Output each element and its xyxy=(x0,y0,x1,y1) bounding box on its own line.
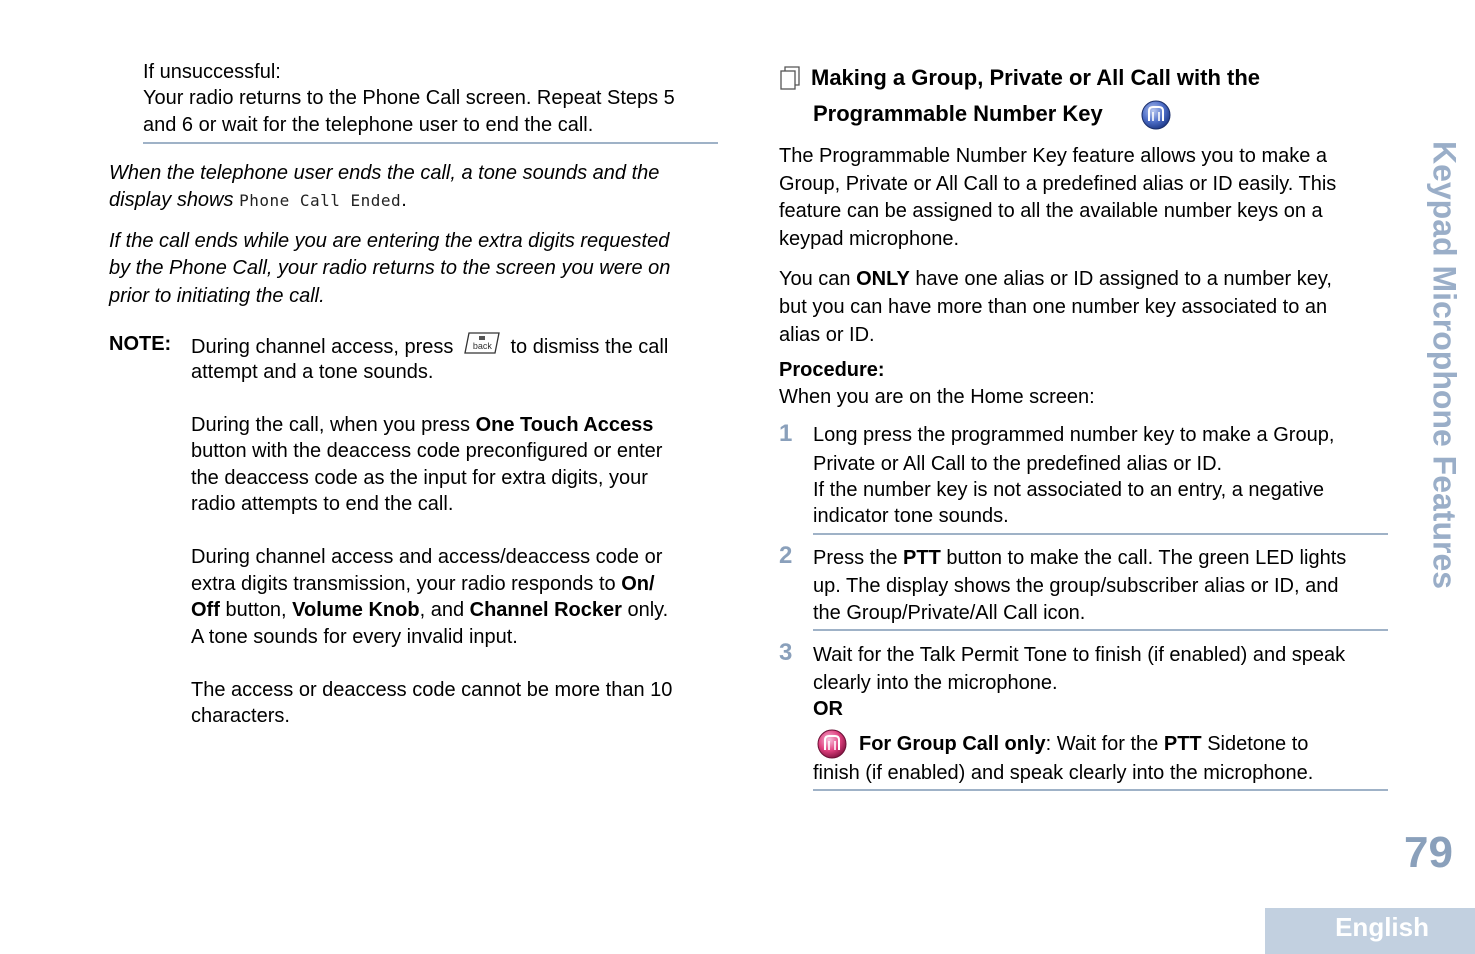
ptt-term: PTT xyxy=(903,547,941,569)
step-3-line: clearly into the microphone. xyxy=(813,672,1058,694)
note-text: only. xyxy=(621,599,669,621)
section-bookmark-icon xyxy=(779,65,803,96)
only-line: but you can have more than one number key associated to an xyxy=(779,296,1328,318)
step-2-line: up. The display shows the group/subscriber alias or ID, and xyxy=(813,575,1339,597)
intro-line: feature can be assigned to all the available number keys on a xyxy=(779,200,1323,222)
step-2-line xyxy=(813,545,1346,572)
only-emphasis: ONLY xyxy=(856,268,910,290)
language-tab xyxy=(1265,908,1475,954)
note-paragraph-4: The access or deaccess code cannot be more than 10 xyxy=(191,679,673,701)
note-text: button, xyxy=(219,599,293,621)
note-text: During channel access, press xyxy=(191,336,454,358)
step-3-line: finish (if enabled) and speak clearly into the microphone. xyxy=(813,762,1314,784)
only-line xyxy=(779,266,1332,293)
divider xyxy=(813,533,1388,535)
extra-digits-text: prior to initiating the call. xyxy=(109,285,325,307)
divider xyxy=(813,789,1388,791)
display-text-phone-call-ended: Phone Call Ended xyxy=(239,191,402,210)
section-heading: Making a Group, Private or All Call with the xyxy=(811,65,1261,90)
note-paragraph-1-line-2: attempt and a tone sounds. xyxy=(191,361,434,383)
programmable-key-icon xyxy=(1140,99,1172,136)
note-paragraph-3-line xyxy=(191,597,668,624)
note-paragraph-2 xyxy=(191,412,653,439)
language-label: English xyxy=(1335,912,1429,942)
note-label: NOTE: xyxy=(109,333,172,355)
note-paragraph-3-line xyxy=(191,571,655,598)
only-line: alias or ID. xyxy=(779,324,875,346)
step-number: 3 xyxy=(779,639,793,666)
note-paragraph-3: During channel access and access/deaccess code or xyxy=(191,546,663,568)
extra-digits-text: by the Phone Call, your radio returns to the screen you were on xyxy=(109,257,671,279)
back-key-icon xyxy=(463,331,501,355)
ptt-term: PTT xyxy=(1163,733,1202,755)
step-text: Sidetone to xyxy=(1201,733,1309,755)
section-heading-line-2: Programmable Number Key xyxy=(813,101,1103,126)
note-text: extra digits transmission, your radio responds to xyxy=(191,573,622,595)
divider xyxy=(143,142,718,144)
step-1-line: indicator tone sounds. xyxy=(813,505,1009,527)
note-text: to dismiss the call xyxy=(510,336,669,358)
channel-rocker-term: Channel Rocker xyxy=(469,599,622,621)
step-3-line: Wait for the Talk Permit Tone to finish (if enabled) and speak xyxy=(813,644,1346,666)
note-paragraph-2-line: radio attempts to end the call. xyxy=(191,493,454,515)
step-text: Press the xyxy=(813,547,904,569)
off-term: Off xyxy=(191,599,220,621)
call-ended-prefix: display shows xyxy=(109,189,240,211)
note-paragraph-2-line: the deaccess code as the input for extra digits, your xyxy=(191,467,648,489)
note-paragraph-4-line: characters. xyxy=(191,705,290,727)
divider xyxy=(813,629,1388,631)
intro-line: keypad microphone. xyxy=(779,228,960,250)
volume-knob-term: Volume Knob xyxy=(292,599,420,621)
one-touch-access-term: One Touch Access xyxy=(475,414,654,436)
note-text: During the call, when you press xyxy=(191,414,476,436)
unsuccessful-label: If unsuccessful: xyxy=(143,61,281,83)
intro-line: The Programmable Number Key feature allows you to make a xyxy=(779,145,1328,167)
group-call-only-term: For Group Call only xyxy=(859,733,1046,755)
page-number: 79 xyxy=(1404,828,1453,877)
step-number: 2 xyxy=(779,542,793,569)
or-label: OR xyxy=(813,698,843,720)
note-text: , and xyxy=(419,599,470,621)
note-paragraph-1 xyxy=(191,331,668,361)
only-text: You can xyxy=(779,268,857,290)
note-paragraph-3-line: A tone sounds for every invalid input. xyxy=(191,626,518,648)
step-1-line: Private or All Call to the predefined alias or ID. xyxy=(813,453,1223,475)
step-1-line: Long press the programmed number key to make a Group, xyxy=(813,424,1335,446)
note-paragraph-2-line: button with the deaccess code preconfigured or enter xyxy=(191,440,663,462)
procedure-intro: When you are on the Home screen: xyxy=(779,386,1095,408)
period: . xyxy=(401,189,407,211)
step-2-line: the Group/Private/All Call icon. xyxy=(813,602,1086,624)
call-ended-text-2 xyxy=(109,187,407,215)
step-text: button to make the call. The green LED lights xyxy=(940,547,1347,569)
call-ended-text: When the telephone user ends the call, a tone sounds and the xyxy=(109,162,660,184)
chapter-sidebar xyxy=(1424,130,1464,600)
step-3-group-line xyxy=(859,731,1308,758)
only-text: have one alias or ID assigned to a number key, xyxy=(909,268,1332,290)
procedure-label: Procedure: xyxy=(779,359,885,381)
on-off-term: On/ xyxy=(621,573,655,595)
unsuccessful-text-line: and 6 or wait for the telephone user to end the call. xyxy=(143,114,594,136)
unsuccessful-text-line: Your radio returns to the Phone Call screen. Repeat Steps 5 xyxy=(143,87,675,109)
step-1-line: If the number key is not associated to an entry, a negative xyxy=(813,479,1325,501)
back-key-label: back xyxy=(472,341,492,351)
chapter-title: Keypad Microphone Features xyxy=(1426,140,1463,590)
intro-line: Group, Private or All Call to a predefined alias or ID easily. This xyxy=(779,173,1337,195)
step-number: 1 xyxy=(779,420,793,447)
extra-digits-text: If the call ends while you are entering the extra digits requested xyxy=(109,230,670,252)
step-text: : Wait for the xyxy=(1045,733,1164,755)
